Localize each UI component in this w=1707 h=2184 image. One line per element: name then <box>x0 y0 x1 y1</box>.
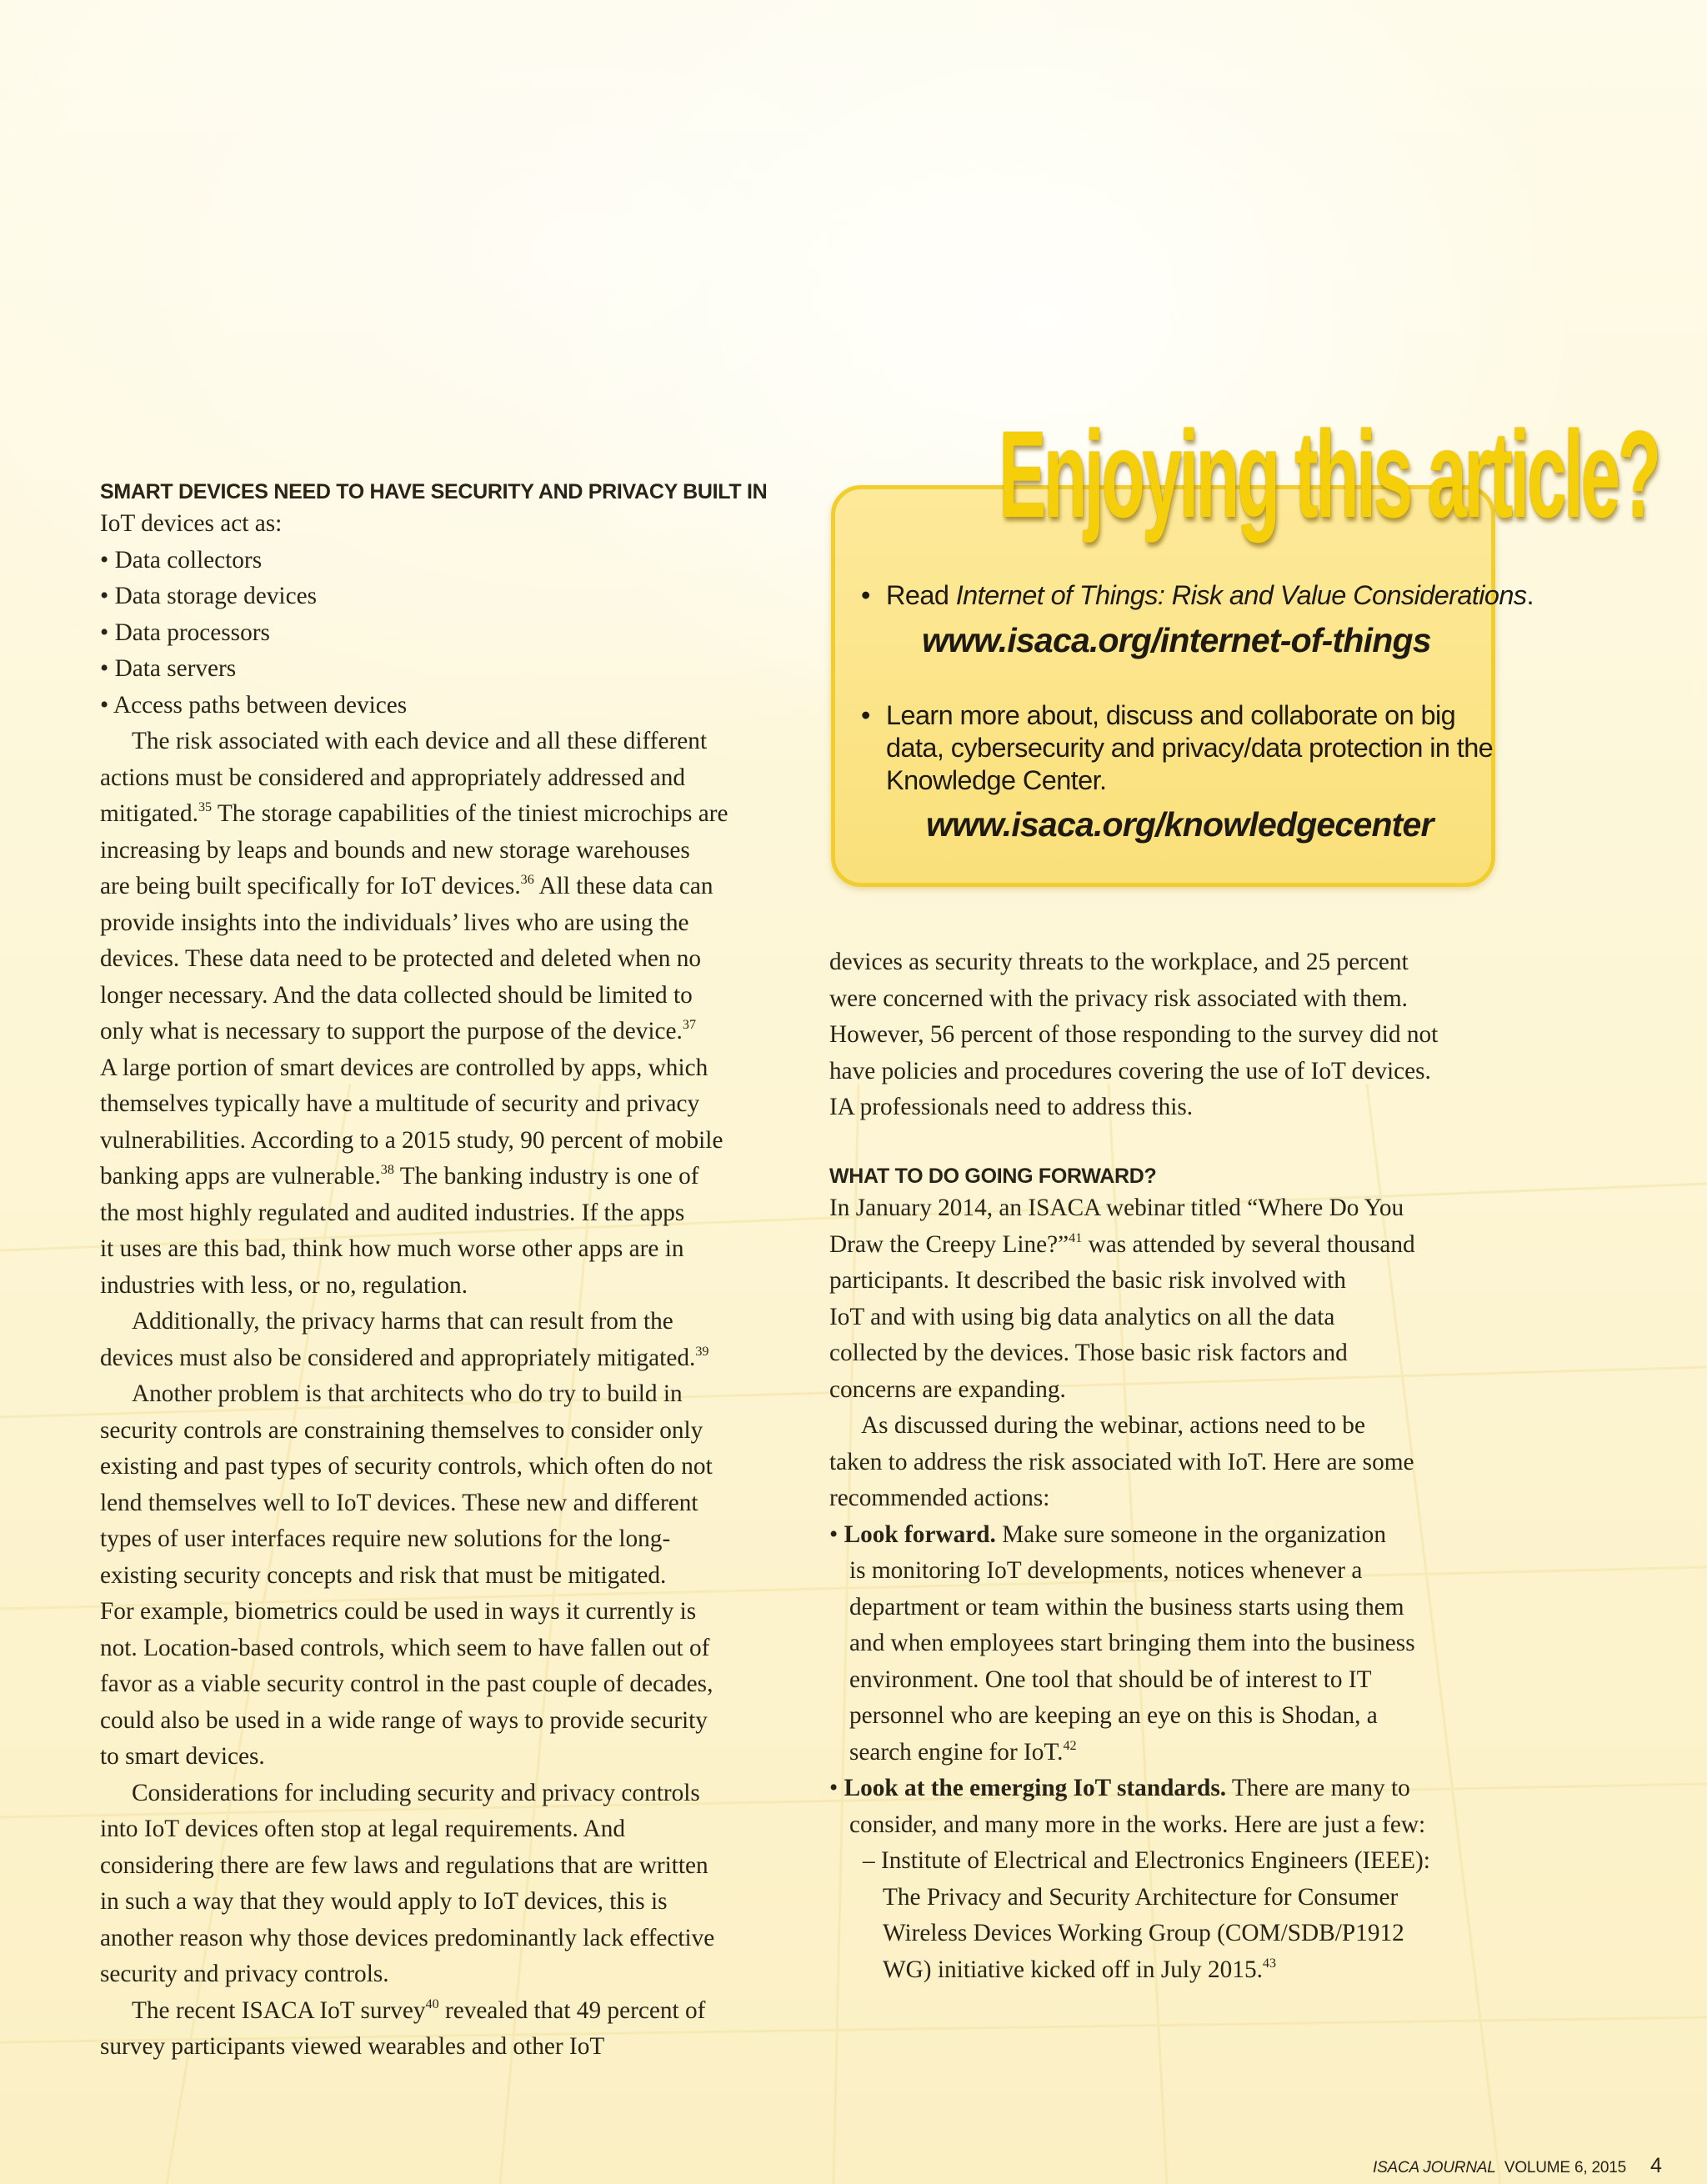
text-line: Draw the Creepy Line?”$^{41}$ was attended by several thousand <box>829 1230 1415 1258</box>
text-line: However, 56 percent of those responding to the survey did not <box>829 1021 1439 1048</box>
text-line: security controls are constraining themselves to consider only <box>100 1416 703 1444</box>
footnote-ref: 37 <box>682 1017 696 1032</box>
text-line: could also be used in a wide range of ways to provide security <box>100 1706 708 1734</box>
text-line: search engine for IoT.$^{42}$ <box>849 1738 1077 1766</box>
bullet-icon: • <box>861 580 870 610</box>
left-column <box>100 478 783 2066</box>
text-line: IA professionals need to address this. <box>829 1094 1194 1120</box>
footnote-ref: 39 <box>695 1344 709 1359</box>
text-line: were concerned with the privacy risk associated with them. <box>829 984 1408 1012</box>
text-line: Considerations for including security and privacy controls <box>132 1779 700 1806</box>
text-line: personnel who are keeping an eye on this is Shodan, a <box>849 1702 1378 1729</box>
text-line: industries with less, or no, regulation. <box>100 1271 468 1299</box>
text-line: taken to address the risk associated with IoT. Here are some <box>829 1448 1414 1475</box>
text-line: not. Location-based controls, which seem to have fallen out of <box>100 1634 710 1661</box>
footnote-ref: 41 <box>1069 1230 1083 1245</box>
text-line: As discussed during the webinar, actions need to be <box>861 1412 1365 1439</box>
text-line: collected by the devices. Those basic risk factors and <box>829 1340 1348 1366</box>
text-line: department or team within the business starts using them <box>849 1593 1404 1620</box>
text-line: increasing by leaps and bounds and new storage warehouses <box>100 836 690 864</box>
action-item: • Look forward. Make sure someone in the organization <box>829 1520 1386 1548</box>
text-line: types of user interfaces require new solutions for the long- <box>100 1525 671 1552</box>
text-line: into IoT devices often stop at legal requirements. And <box>100 1816 625 1842</box>
text-line: and when employees start bringing them into the business <box>849 1630 1415 1656</box>
action-item: • Look at the emerging IoT standards. There are many to <box>829 1775 1410 1801</box>
text-line: A large portion of smart devices are controlled by apps, which <box>100 1054 708 1081</box>
footnote-ref: 35 <box>198 799 213 814</box>
text-line: The Privacy and Security Architecture for Consumer <box>883 1883 1399 1911</box>
text-line: themselves typically have a multitude of security and privacy <box>100 1090 700 1117</box>
internet-of-things-link[interactable]: www.isaca.org/internet-of-things <box>922 621 1431 659</box>
text-line: favor as a viable security control in the past couple of decades, <box>100 1671 713 1697</box>
footnote-ref: 42 <box>1063 1738 1077 1753</box>
text-line: participants. It described the basic risk involved with <box>829 1267 1346 1294</box>
bullet-icon: • <box>861 700 870 730</box>
callout-item-2-line: Knowledge Center. <box>886 765 1107 795</box>
footnote-ref: 38 <box>380 1162 394 1177</box>
footnote-ref: 36 <box>520 872 534 887</box>
volume-label: VOLUME 6, 2015 <box>1504 2159 1626 2176</box>
right-column <box>829 944 1521 1988</box>
text-line: vulnerabilities. According to a 2015 study, 90 percent of mobile <box>100 1126 723 1154</box>
text-line: existing security concepts and risk that must be mitigated. <box>100 1561 667 1589</box>
callout-item-1: • Read Internet of Things: Risk and Value Considerations. <box>861 580 1534 610</box>
text-line: WG) initiative kicked off in July 2015.43 <box>883 1956 1277 1983</box>
publication-name: ISACA JOURNAL <box>1373 2159 1496 2176</box>
text-line: Wireless Devices Working Group (COM/SDB/P1912 <box>883 1920 1404 1946</box>
bullet-item: • Data storage devices <box>100 583 317 609</box>
text-line: For example, biometrics could be used in ways it currently is <box>100 1598 697 1625</box>
text-line: consider, and many more in the works. Here are just a few: <box>849 1811 1426 1838</box>
text-line: security and privacy controls. <box>100 1961 389 1987</box>
text-line: provide insights into the individuals’ lives who are using the <box>100 909 689 936</box>
text-line: survey participants viewed wearables and other IoT <box>100 2033 605 2060</box>
knowledge-center-link[interactable]: www.isaca.org/knowledgecenter <box>926 805 1434 844</box>
bullet-item: • Access paths between devices <box>100 691 408 719</box>
text-line: concerns are expanding. <box>829 1375 1066 1403</box>
text-line: is monitoring IoT developments, notices whenever a <box>849 1557 1363 1584</box>
text-line: IoT and with using big data analytics on all the data <box>829 1303 1335 1330</box>
page-number: 4 <box>1650 2154 1662 2177</box>
text-line: existing and past types of security controls, which often do not <box>100 1453 713 1480</box>
text-line: devices as security threats to the workplace, and 25 percent <box>829 949 1409 975</box>
text-line: Additionally, the privacy harms that can result from the <box>132 1308 673 1335</box>
text-line: banking apps are vulnerable.$^{38}$ The banking industry is one of <box>100 1162 699 1190</box>
text-line: In January 2014, an ISACA webinar titled “Where Do You <box>829 1195 1404 1221</box>
bullet-item: • Data collectors <box>100 546 263 574</box>
footnote-ref: 43 <box>1262 1956 1277 1971</box>
text-line: Another problem is that architects who do try to build in <box>132 1380 683 1407</box>
footnote-ref: 40 <box>425 1996 439 2011</box>
text-line: considering there are few laws and regulations that are written <box>100 1851 708 1879</box>
text-line: actions must be considered and appropriately addressed and <box>100 764 686 791</box>
text-line: devices. These data need to be protected and deleted when no <box>100 945 702 972</box>
text-line: only what is necessary to support the purpose of the device.$^{37}$ <box>100 1017 696 1044</box>
text-line: another reason why those devices predominantly lack effective <box>100 1924 715 1951</box>
bullet-item: • Data servers <box>100 655 237 682</box>
footer-publication <box>1373 2159 1626 2177</box>
callout-title: Enjoying this article? <box>999 406 1659 543</box>
callout-item-2: • Learn more about, discuss and collaborate on big <box>861 700 1456 730</box>
text-line: are being built specifically for IoT devices.$^{36}$ All these data can <box>100 872 713 899</box>
callout-item-2-line: data, cybersecurity and privacy/data protection in the <box>886 733 1494 763</box>
text-line: environment. One tool that should be of interest to IT <box>849 1666 1372 1693</box>
text-line: to smart devices. <box>100 1743 265 1770</box>
text-line: the most highly regulated and audited industries. If the apps <box>100 1199 685 1226</box>
text-line: longer necessary. And the data collected should be limited to <box>100 981 693 1009</box>
text-line: The risk associated with each device and all these different <box>132 728 708 754</box>
sub-item: – Institute of Electrical and Electronics Engineers (IEEE): <box>863 1847 1430 1874</box>
text-line: it uses are this bad, think how much worse other apps are in <box>100 1235 684 1262</box>
text-line: lend themselves well to IoT devices. These new and different <box>100 1489 698 1516</box>
text-line: mitigated.$^{35}$ The storage capabilities of the tiniest microchips are <box>100 799 728 827</box>
text-line: have policies and procedures covering the use of IoT devices. <box>829 1057 1431 1084</box>
text-line: recommended actions: <box>829 1485 1050 1511</box>
text-line: The recent ISACA IoT survey$^{40}$ revealed that 49 percent of <box>132 1996 706 2024</box>
bullet-item: • Data processors <box>100 619 270 646</box>
text-line: devices must also be considered and appropriately mitigated.$^{39}$ <box>100 1344 709 1371</box>
section-heading: SMART DEVICES NEED TO HAVE SECURITY AND PRIVACY BUILT IN <box>100 480 768 503</box>
intro-line: IoT devices act as: <box>100 510 283 537</box>
text-line: in such a way that they would apply to IoT devices, this is <box>100 1888 668 1915</box>
section-heading: WHAT TO DO GOING FORWARD? <box>829 1165 1157 1188</box>
